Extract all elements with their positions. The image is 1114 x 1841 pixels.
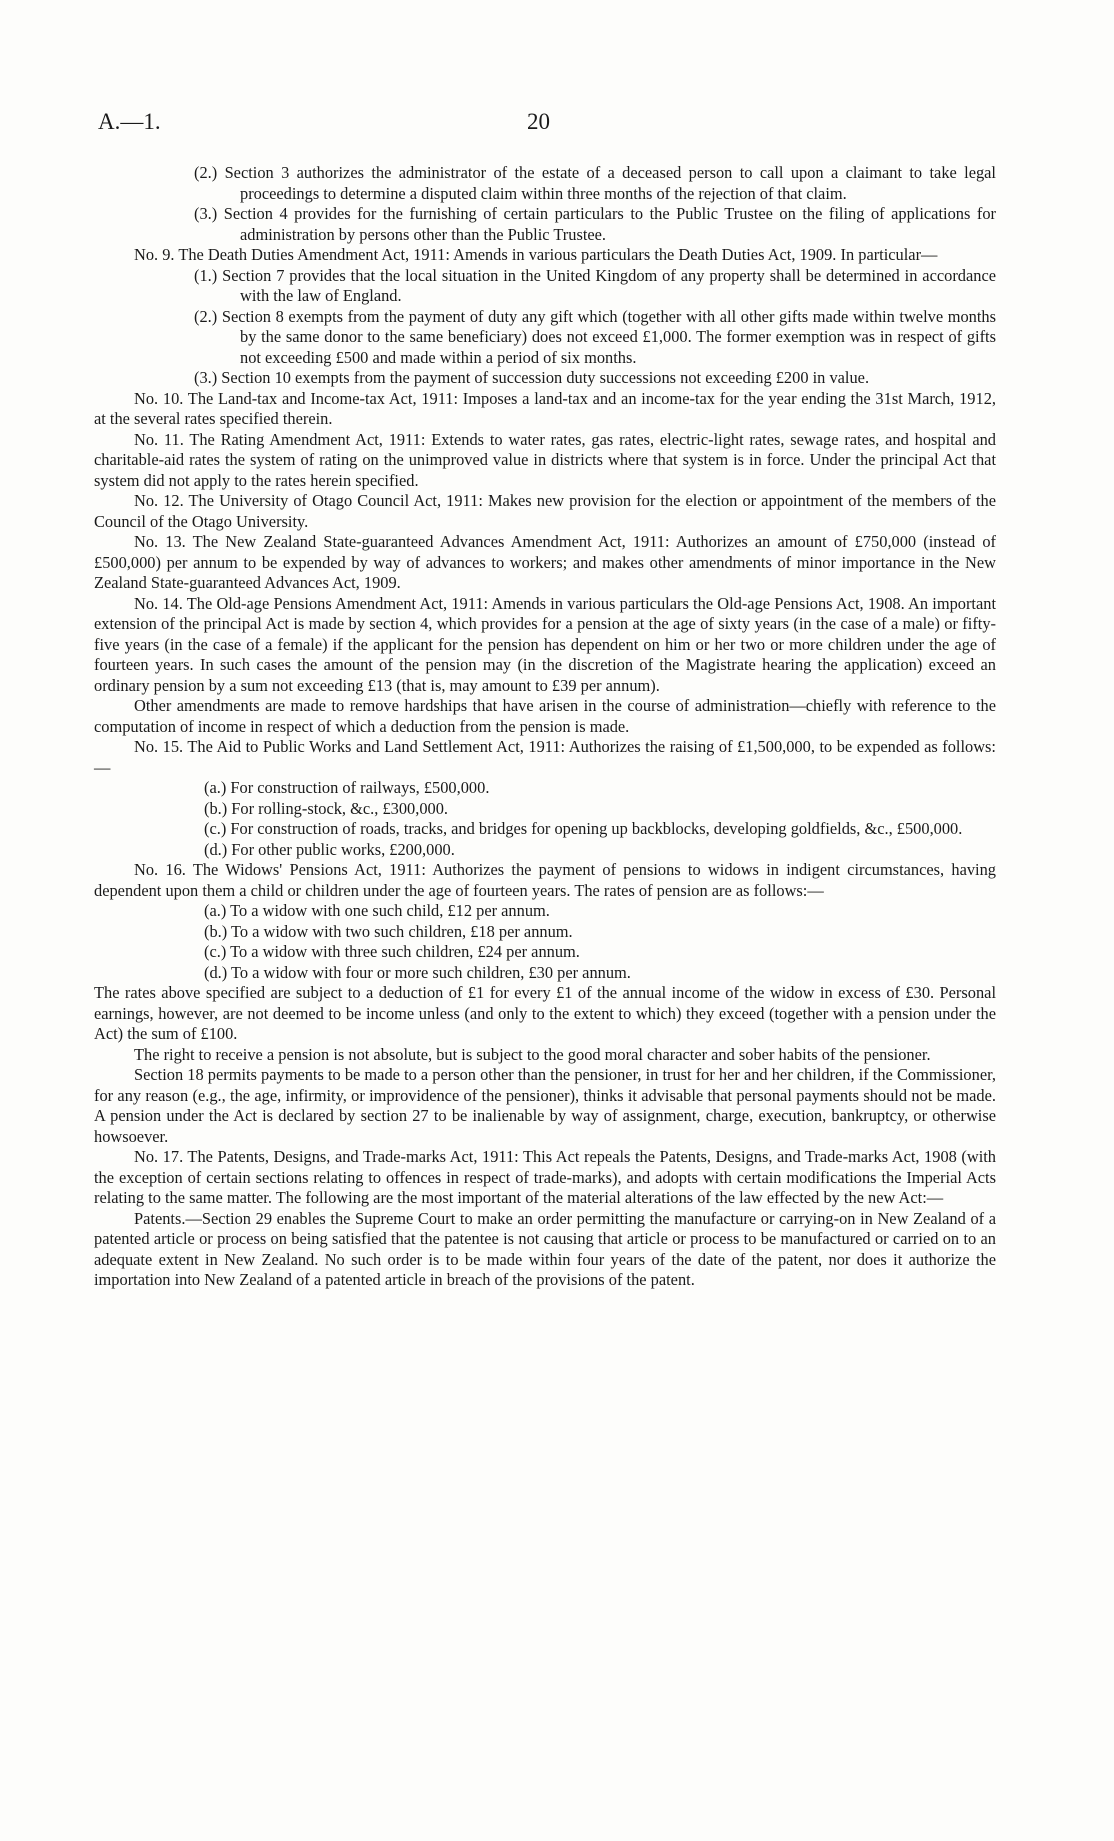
page-number: 20 bbox=[527, 109, 550, 134]
paragraph: No. 16. The Widows' Pensions Act, 1911: Authorizes the payment of pensions to widows in indigent circumstances, having dependent upon them a child or children under the age of fourteen years. The rates of pension are as follows:— bbox=[94, 860, 996, 900]
series-reference: A.—1. bbox=[98, 109, 161, 134]
list-item: (c.) To a widow with three such children, £24 per annum. bbox=[204, 942, 580, 961]
paragraph: No. 11. The Rating Amendment Act, 1911: Extends to water rates, gas rates, electric-light rates, sewage rates, and hospital and charitable-aid rates the system of rating on the unimproved value in districts where that system is in force. Under the principal Act that system did not apply to the rates herein specified. bbox=[94, 429, 996, 490]
paragraph: No. 17. The Patents, Designs, and Trade-marks Act, 1911: This Act repeals the Patents, Designs, and Trade-marks Act, 1908 (with the exception of certain sections relating to offences in respect of trade-marks), and adopts with certain modifications the Imperial Acts relating to the same matter. The following are the most important of the material alterations of the law effected by the new Act:— bbox=[94, 1147, 996, 1207]
paragraph: Other amendments are made to remove hardships that have arisen in the course of administration—chiefly with reference to the computation of income in respect of which a deduction from the pension is made. bbox=[94, 696, 996, 736]
paragraph: Section 18 permits payments to be made to a person other than the pensioner, in trust for her and her children, if the Commissioner, for any reason (e.g., the age, infirmity, or improvidence of the pensioner), thinks it advisable that personal payments should not be made. A pension under the Act is declared by section 27 to be inalienable by way of assignment, charge, execution, bankruptcy, or otherwise howsoever. bbox=[94, 1065, 996, 1146]
paragraph: No. 10. The Land-tax and Income-tax Act, 1911: Imposes a land-tax and an income-tax for the year ending the 31st March, 1912, at the several rates specified therein. bbox=[94, 388, 996, 428]
paragraph: The rates above specified are subject to a deduction of £1 for every £1 of the annual income of the widow in excess of £30. Personal earnings, however, are not deemed to be income unless (and only to the extent to which) they exceed (together with a pension under the Act) the sum of £100. bbox=[94, 983, 996, 1043]
paragraph: (2.) Section 3 authorizes the administrator of the estate of a deceased person to call upon a claimant to take legal proceedings to determine a disputed claim within three months of the rejection of that claim. bbox=[194, 163, 996, 203]
list-item: (b.) For rolling-stock, &c., £300,000. bbox=[204, 798, 449, 818]
list-item: (d.) To a widow with four or more such children, £30 per annum. bbox=[204, 962, 631, 982]
paragraph: No. 15. The Aid to Public Works and Land Settlement Act, 1911: Authorizes the raising of £1,500,000, to be expended as follows:— bbox=[94, 737, 996, 777]
paragraph: (1.) Section 7 provides that the local situation in the United Kingdom of any property shall be determined in accordance with the law of England. bbox=[194, 265, 996, 305]
paragraph: (2.) Section 8 exempts from the payment of duty any gift which (together with all other gifts made within twelve months by the same donor to the same beneficiary) does not exceed £1,000. The former exemption was in respect of gifts not exceeding £500 and made within a period of six months. bbox=[194, 306, 996, 367]
paragraph: No. 13. The New Zealand State-guaranteed Advances Amendment Act, 1911: Authorizes an amount of £750,000 (instead of £500,000) per annum to be expended by way of advances to workers; and makes other amendments of minor importance in the New Zealand State-guaranteed Advances Act, 1909. bbox=[94, 532, 996, 592]
paragraph: (3.) Section 10 exempts from the payment of succession duty successions not exceeding £200 in value. bbox=[194, 368, 870, 387]
list-item: (a.) To a widow with one such child, £12 per annum. bbox=[204, 901, 550, 920]
body-text bbox=[94, 163, 996, 1291]
paragraph: No. 12. The University of Otago Council Act, 1911: Makes new provision for the election or appointment of the members of the Council of the Otago University. bbox=[94, 491, 996, 531]
paragraph: No. 14. The Old-age Pensions Amendment Act, 1911: Amends in various particulars the Old-age Pensions Act, 1908. An important extension of the principal Act is made by section 4, which provides for a pension at the age of sixty years (in the case of a male) or fifty-five years (in the case of a female) if the applicant for the pension has dependent on him or her two or more children under the age of fourteen years. In such cases the amount of the pension may (in the discretion of the Magistrate hearing the application) exceed an ordinary pension by a sum not exceeding £13 (that is, may amount to £39 per annum). bbox=[94, 593, 996, 695]
list-item: (d.) For other public works, £200,000. bbox=[204, 839, 455, 859]
list-item: (a.) For construction of railways, £500,000. bbox=[204, 778, 490, 797]
list-item: (b.) To a widow with two such children, £18 per annum. bbox=[204, 921, 573, 941]
paragraph: (3.) Section 4 provides for the furnishing of certain particulars to the Public Trustee on the filing of applications for administration by persons other than the Public Trustee. bbox=[194, 204, 996, 244]
list-item: (c.) For construction of roads, tracks, and bridges for opening up backblocks, developing goldfields, &c., £500,000. bbox=[204, 819, 963, 838]
paragraph: Patents.—Section 29 enables the Supreme Court to make an order permitting the manufacture or carrying-on in New Zealand of a patented article or process on being satisfied that the patentee is not causing that article or process to be manufactured or carried on to an adequate extent in New Zealand. No such order is to be made within four years of the date of the patent, nor does it authorize the importation into New Zealand of a patented article in breach of the provisions of the patent. bbox=[94, 1208, 996, 1289]
paragraph: No. 9. The Death Duties Amendment Act, 1911: Amends in various particulars the Death Duties Act, 1909. In particular— bbox=[134, 245, 938, 264]
paragraph: The right to receive a pension is not absolute, but is subject to the good moral character and sober habits of the pensioner. bbox=[134, 1044, 931, 1064]
